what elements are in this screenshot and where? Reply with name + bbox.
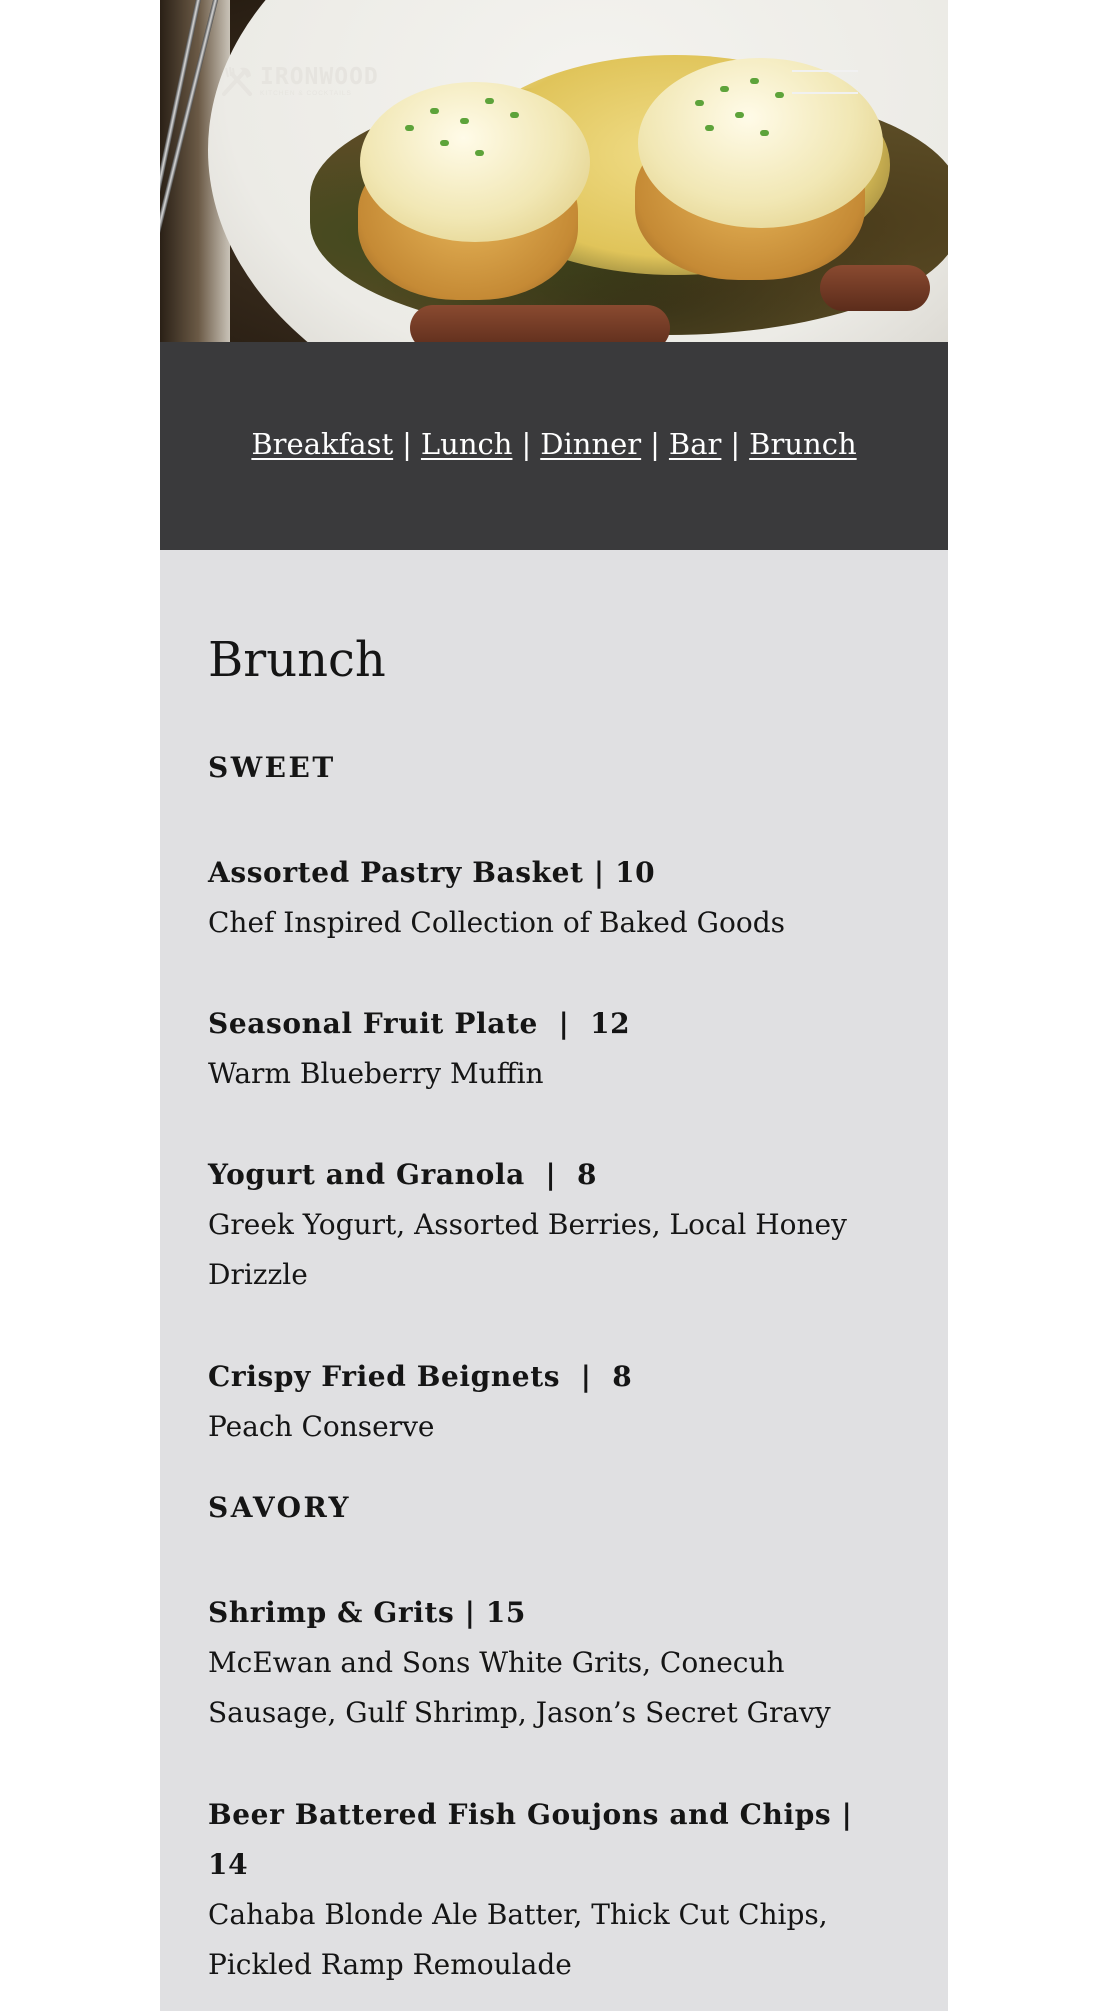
- section-heading-savory: SAVORY: [208, 1491, 351, 1524]
- chive-garnish: [430, 108, 439, 114]
- chive-garnish: [705, 125, 714, 131]
- menu-item-description: Greek Yogurt, Assorted Berries, Local Honey Drizzle: [208, 1208, 847, 1291]
- chive-garnish: [510, 112, 519, 118]
- chive-garnish: [760, 130, 769, 136]
- nav-link-breakfast[interactable]: Breakfast: [251, 427, 394, 461]
- chive-garnish: [695, 100, 704, 106]
- menu-item: [208, 1150, 898, 1300]
- chive-garnish: [485, 98, 494, 104]
- menu-item-description: Chef Inspired Collection of Baked Goods: [208, 906, 785, 939]
- chive-garnish: [475, 150, 484, 156]
- menu-item: [208, 999, 908, 1099]
- chive-garnish: [735, 112, 744, 118]
- poached-egg-left: [360, 82, 590, 242]
- nav-link-lunch[interactable]: Lunch: [420, 427, 513, 461]
- nav-separator: |: [402, 427, 412, 461]
- chive-garnish: [460, 118, 469, 124]
- nav-separator: |: [730, 427, 741, 461]
- menu-item-description: McEwan and Sons White Grits, Conecuh Sausage, Gulf Shrimp, Jason’s Secret Gravy: [208, 1646, 831, 1729]
- menu-item: [208, 1352, 908, 1452]
- section-heading-sweet: SWEET: [208, 751, 336, 784]
- menu-item-description: Warm Blueberry Muffin: [208, 1057, 544, 1090]
- chive-garnish: [720, 86, 729, 92]
- crossed-utensils-logo-icon: [220, 64, 256, 98]
- hamburger-menu-icon[interactable]: [788, 68, 862, 98]
- nav-link-brunch[interactable]: Brunch: [749, 427, 857, 461]
- menu-item: [208, 848, 908, 948]
- menu-content: [208, 630, 918, 1981]
- menu-item-description: Cahaba Blonde Ale Batter, Thick Cut Chips, Pickled Ramp Remoulade: [208, 1898, 828, 1981]
- menu-item-name: Seasonal Fruit Plate | 12: [208, 1007, 631, 1040]
- menu-item: [208, 1588, 848, 1738]
- menu-line: [792, 92, 858, 94]
- logo-name: IRONWOOD: [260, 63, 379, 90]
- menu-line: [792, 70, 858, 72]
- menu-item: [208, 1790, 888, 1990]
- menu-item-description: Peach Conserve: [208, 1410, 435, 1443]
- nav-separator: |: [521, 427, 532, 461]
- ironwood-logo[interactable]: [220, 64, 379, 98]
- nav-link-bar[interactable]: Bar: [668, 427, 722, 461]
- menu-item-name: Beer Battered Fish Goujons and Chips | 14: [208, 1798, 853, 1881]
- menu-item-name: Yogurt and Granola | 8: [208, 1158, 598, 1191]
- chive-garnish: [775, 92, 784, 98]
- sausage-image-2: [820, 265, 930, 311]
- sausage-image: [410, 305, 670, 342]
- chive-garnish: [440, 140, 449, 146]
- page: [160, 0, 948, 2011]
- menu-item-name: Assorted Pastry Basket | 10: [208, 856, 656, 889]
- menu-item-name: Crispy Fried Beignets | 8: [208, 1360, 633, 1393]
- logo-tagline: KITCHEN & COCKTAILS: [260, 89, 352, 97]
- nav-link-dinner[interactable]: Dinner: [540, 427, 642, 461]
- nav-separator: |: [650, 427, 660, 461]
- chive-garnish: [405, 125, 414, 131]
- chive-garnish: [750, 78, 759, 84]
- hero-image: [160, 0, 948, 342]
- menu-nav-links: [160, 424, 948, 464]
- page-title: Brunch: [208, 632, 386, 688]
- menu-nav-bar: [160, 342, 948, 550]
- menu-item-name: Shrimp & Grits | 15: [208, 1596, 526, 1629]
